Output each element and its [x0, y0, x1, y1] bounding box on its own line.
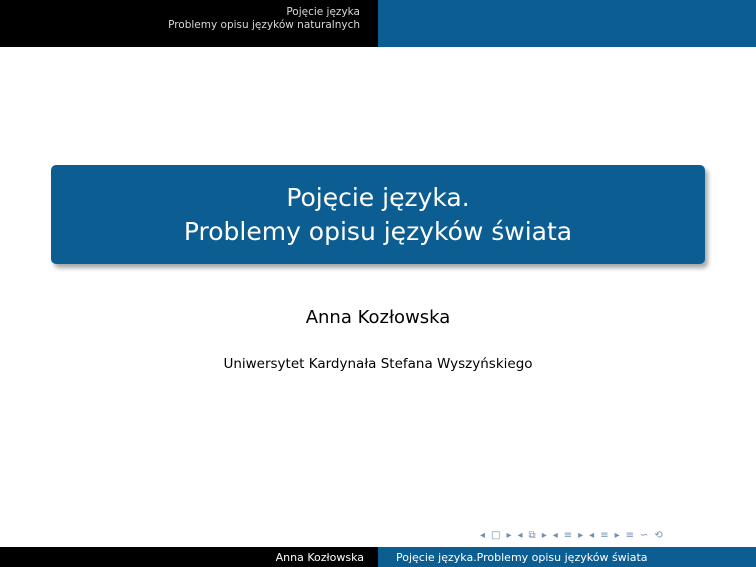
- section-link[interactable]: Pojęcie języka: [286, 6, 360, 18]
- nav-next-slide-icon[interactable]: ▸: [541, 529, 547, 541]
- nav-frame-icon[interactable]: □: [491, 529, 501, 541]
- headline-right: [378, 0, 756, 47]
- nav-prev-slide-icon[interactable]: ◂: [517, 529, 523, 541]
- author-name: Anna Kozłowska: [305, 307, 451, 328]
- nav-slide-icon[interactable]: ⧉: [528, 529, 536, 541]
- nav-prev-subsection-icon[interactable]: ◂: [552, 529, 558, 541]
- nav-section-icon[interactable]: ≡: [600, 529, 609, 541]
- nav-toc-icon[interactable]: ≡: [625, 529, 635, 541]
- nav-next-subsection-icon[interactable]: ▸: [578, 529, 584, 541]
- footer-author: Anna Kozłowska: [0, 547, 378, 567]
- nav-prev-section-icon[interactable]: ◂: [589, 529, 595, 541]
- footline-bar: [0, 547, 756, 567]
- nav-search-icon[interactable]: ∽: [640, 529, 649, 541]
- headline-left: [0, 0, 378, 47]
- institute-name: Uniwersytet Kardynała Stefana Wyszyńskiego: [223, 356, 533, 372]
- title-line-2: Problemy opisu języków świata: [183, 216, 573, 246]
- nav-next-frame-icon[interactable]: ▸: [506, 529, 512, 541]
- nav-back-icon[interactable]: ⟲: [654, 529, 663, 541]
- subsection-link[interactable]: Problemy opisu języków naturalnych: [168, 19, 360, 31]
- nav-prev-frame-icon[interactable]: ◂: [480, 529, 486, 541]
- title-line-1: Pojęcie języka.: [286, 182, 470, 212]
- nav-next-section-icon[interactable]: ▸: [614, 529, 620, 541]
- title-block: [51, 165, 705, 264]
- nav-subsection-icon[interactable]: ≡: [563, 529, 573, 541]
- footer-title: Pojęcie języka.Problemy opisu języków świata: [378, 547, 756, 567]
- headline-bar: [0, 0, 756, 47]
- navigation-controls: [480, 528, 663, 542]
